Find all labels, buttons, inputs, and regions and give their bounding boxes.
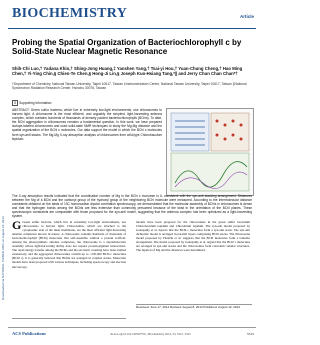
body-text-left: Green sulfur bacteria, which live in extremely low-light environments, use chlorosomes to harvest light. Chlorosomes, which are attached to the cytoplasmic side of the inner membrane, are the most efficient light-harvesting antenna complexes known in nature. A chlorosome contains hundreds of thousands of bacteriochlorophyll (BChl) molecules that self-assemble without a protein scaffold. Among the photosynthetic antenna complexes, the chlorosome is a supramolecular assembly whose light-harvesting ability does not require protein-pigment interactions. The rapid energy transfer among the BChls and the excitonic coupling have been studied extensively, and the aggregated chlorosomes contain up to ~250,000 BChl c molecules (BChl c). It is generally believed that BChls are arranged in coupled stacks. Molecular models have been proposed with various techniques, including spectroscopy and electron microscopy.	[12, 220, 126, 269]
paper-title: Probing the Spatial Organization of Bacteriochlorophyll c by Solid-State Nuclear Magnetic Resonance	[12, 38, 242, 56]
header-divider	[8, 28, 256, 29]
corresponding-note	[12, 318, 126, 320]
supinfo-icon: S	[14, 101, 17, 105]
page-number: 5515	[247, 332, 254, 336]
download-note: Downloaded via NATIONAL TAIWAN UNIV on August 24, 2014	[1, 216, 5, 300]
toc-graphic	[166, 108, 254, 196]
supporting-information[interactable]	[12, 100, 252, 106]
doi-citation[interactable]: dx.doi.org/10.1021/bi500755r | Biochemistry 2014, 53, 5515−5525	[110, 332, 191, 336]
body-column-left	[12, 220, 126, 316]
download-sidebar	[1, 100, 6, 300]
body-column-right: models have been proposed for the chlorosomes in the green sulfur bacterium Chlorobaculum tepidum and Chlorobium tepidum. The syn-anti model proposed by Ganapathy et al. depicts that the BChl c molecules form a syn-anti stack. The syn-anti dichromic model is arranged in parallel layers comprising BChl stacks. The chlorosome model proposed by Pšenčík et al. suggests that the BChl molecules form a lamellar arrangement. The model proposed by Ganapathy et al. argued that the BChl c molecules are arranged in syn-anti stacks and the chlorosomes form concentric tubular structures. The ligation of Mg and the distances were determined.	[136, 220, 250, 253]
affiliations: †Department of Chemistry, National Taiwan University, Taipei 10617, Taiwan ‡Instrumentation Center, National Taiwan University, Taipei 10617, Taiwan §National Synchrotron Radiation Research Center, Hsinchu 30076, Taiwan	[12, 82, 247, 91]
article-type: Article	[239, 14, 254, 19]
drop-cap: G	[12, 220, 22, 232]
supinfo-label: Supporting Information	[19, 101, 52, 105]
chlorosome-figure	[167, 109, 253, 195]
footer-divider	[8, 327, 256, 328]
abstract-continued: The X-ray absorption results indicated that the coordination number of Mg in the BChl c monomer is 6, consistent with the syn-anti stacking arrangement. Distances between the Mg of a BChl and the carbonyl group of the hydroxyl group of the neighboring BChl molecule were measured. According to the intermolecular distance constraints obtained on the basis of 13C homonuclear dipolar correlation spectroscopy, we demonstrated that the molecular assembly of BChls in chlorosomes is dense and that the hydrogen bonds among the BChls are less extensive than commonly presumed because of the twist in the orientation of the BChl planes. These spectroscopic constraints are comparable with those proposed for the syn-anti model, suggesting that the antenna complex has been optimized as a light-harvesting system.	[12, 194, 252, 219]
author-list: Shih-Chi Luo,† Yadana Khin,† Shing-Jong Huang,‡ Yanshen Yang,† Tsai-yi Hou,† Yuan-Chung Cheng,† Hao Ming Chen,† Yi-Ying Chin,§ Chien-Te Chen,§ Hong-Ji Lin,§ Joseph Kuo-Hsiang Tang,*∥ and Jerry Chun Chan Chan*†	[12, 66, 243, 77]
publisher-logo[interactable]: ACS Publications	[12, 331, 46, 336]
received-dates: Received: June 17, 2014 Revised: August 8, 2014 Published: August 12, 2014	[136, 304, 252, 310]
abstract: ABSTRACT: Green sulfur bacteria, which live in extremely low-light environments, use chlorosomes to harvest light. A chlorosome is the most efficient, and arguably the simplest, light-harvesting antenna complex, which contains hundreds of thousands of densely packed bacteriochlorophylls (BChls). To date, the BChl aggregation in chlorosomes remains a fundamental question. In this work, we have prepared isotope-labeled chlorosomes and used solid-state NMR techniques to study the Mg-Mg distance and the spatial organization of the BChl c molecules. Our data support the model in which the BChl c molecules form syn-anti stacks. The Mg-Mg X-ray absorption analysis of chlorosomes from wild-type Chlorobaculum tepidum.	[12, 108, 162, 141]
journal-name: BIOCHEMISTRY	[12, 6, 128, 21]
